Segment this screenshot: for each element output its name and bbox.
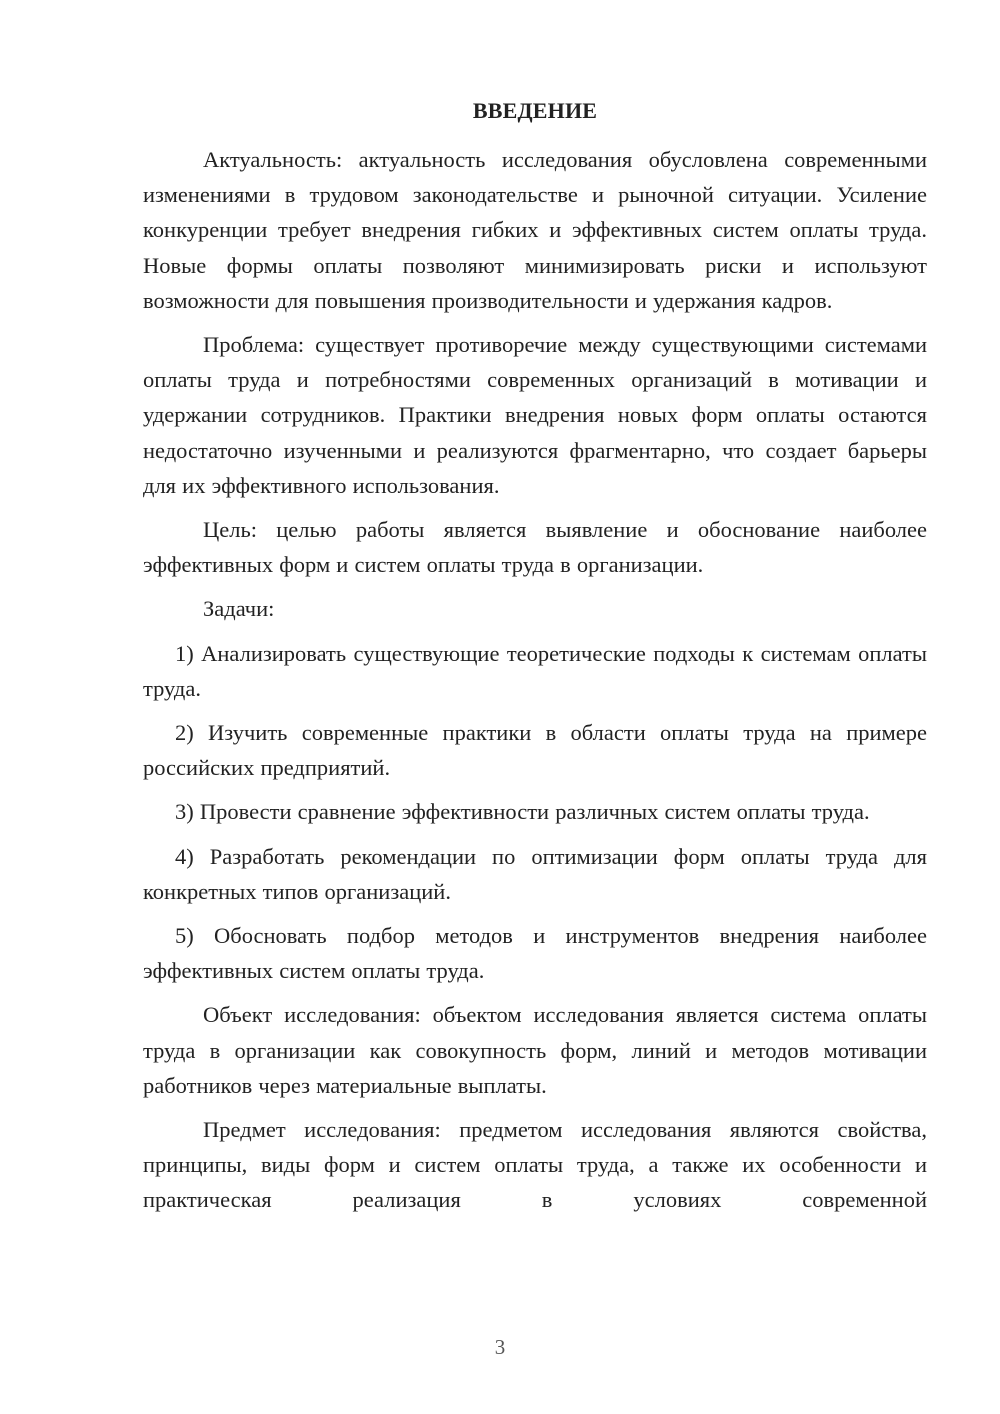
- paragraph-subject: Предмет исследования: предметом исследования являются свойства, принципы, виды форм и систем оплаты труда, а также их особенности и практическая реализация в условиях современной: [143, 1117, 927, 1213]
- paragraph-goal: Цель: целью работы является выявление и обоснование наиболее эффективных форм и систем оплаты труда в организации.: [143, 517, 927, 578]
- body-text: [143, 142, 927, 1218]
- paragraph-problem: Проблема: существует противоречие между существующими системами оплаты труда и потребностями современных организаций в мотивации и удержании сотрудников. Практики внедрения новых форм оплаты остаются недостаточно изученными и реализуются фрагментарно, что создает барьеры для их эффективного использования.: [143, 332, 927, 498]
- paragraph-object: Объект исследования: объектом исследования является система оплаты труда в организации как совокупность форм, линий и методов мотивации работников через материальные выплаты.: [143, 1002, 927, 1098]
- page-number: 3: [494, 1335, 506, 1359]
- task-item-5: 5) Обосновать подбор методов и инструментов внедрения наиболее эффективных систем оплаты труда.: [143, 923, 927, 984]
- task-item-2: 2) Изучить современные практики в области оплаты труда на примере российских предприятий.: [143, 720, 927, 781]
- task-item-3: 3) Провести сравнение эффективности различных систем оплаты труда.: [175, 799, 870, 825]
- paragraph-tasks-title: Задачи:: [203, 596, 275, 622]
- task-item-4: 4) Разработать рекомендации по оптимизации форм оплаты труда для конкретных типов организаций.: [143, 843, 927, 904]
- task-item-1: 1) Анализировать существующие теоретические подходы к системам оплаты труда.: [143, 640, 927, 701]
- paragraph-relevance: Актуальность: актуальность исследования обусловлена современными изменениями в трудовом законодательстве и рыночной ситуации. Усиление конкуренции требует внедрения гибких и эффективных систем оплаты труда. Новые формы оплаты позволяют минимизировать риски и используют возможности для повышения производительности и удержания кадров.: [143, 147, 927, 313]
- section-heading: ВВЕДЕНИЕ: [472, 98, 598, 123]
